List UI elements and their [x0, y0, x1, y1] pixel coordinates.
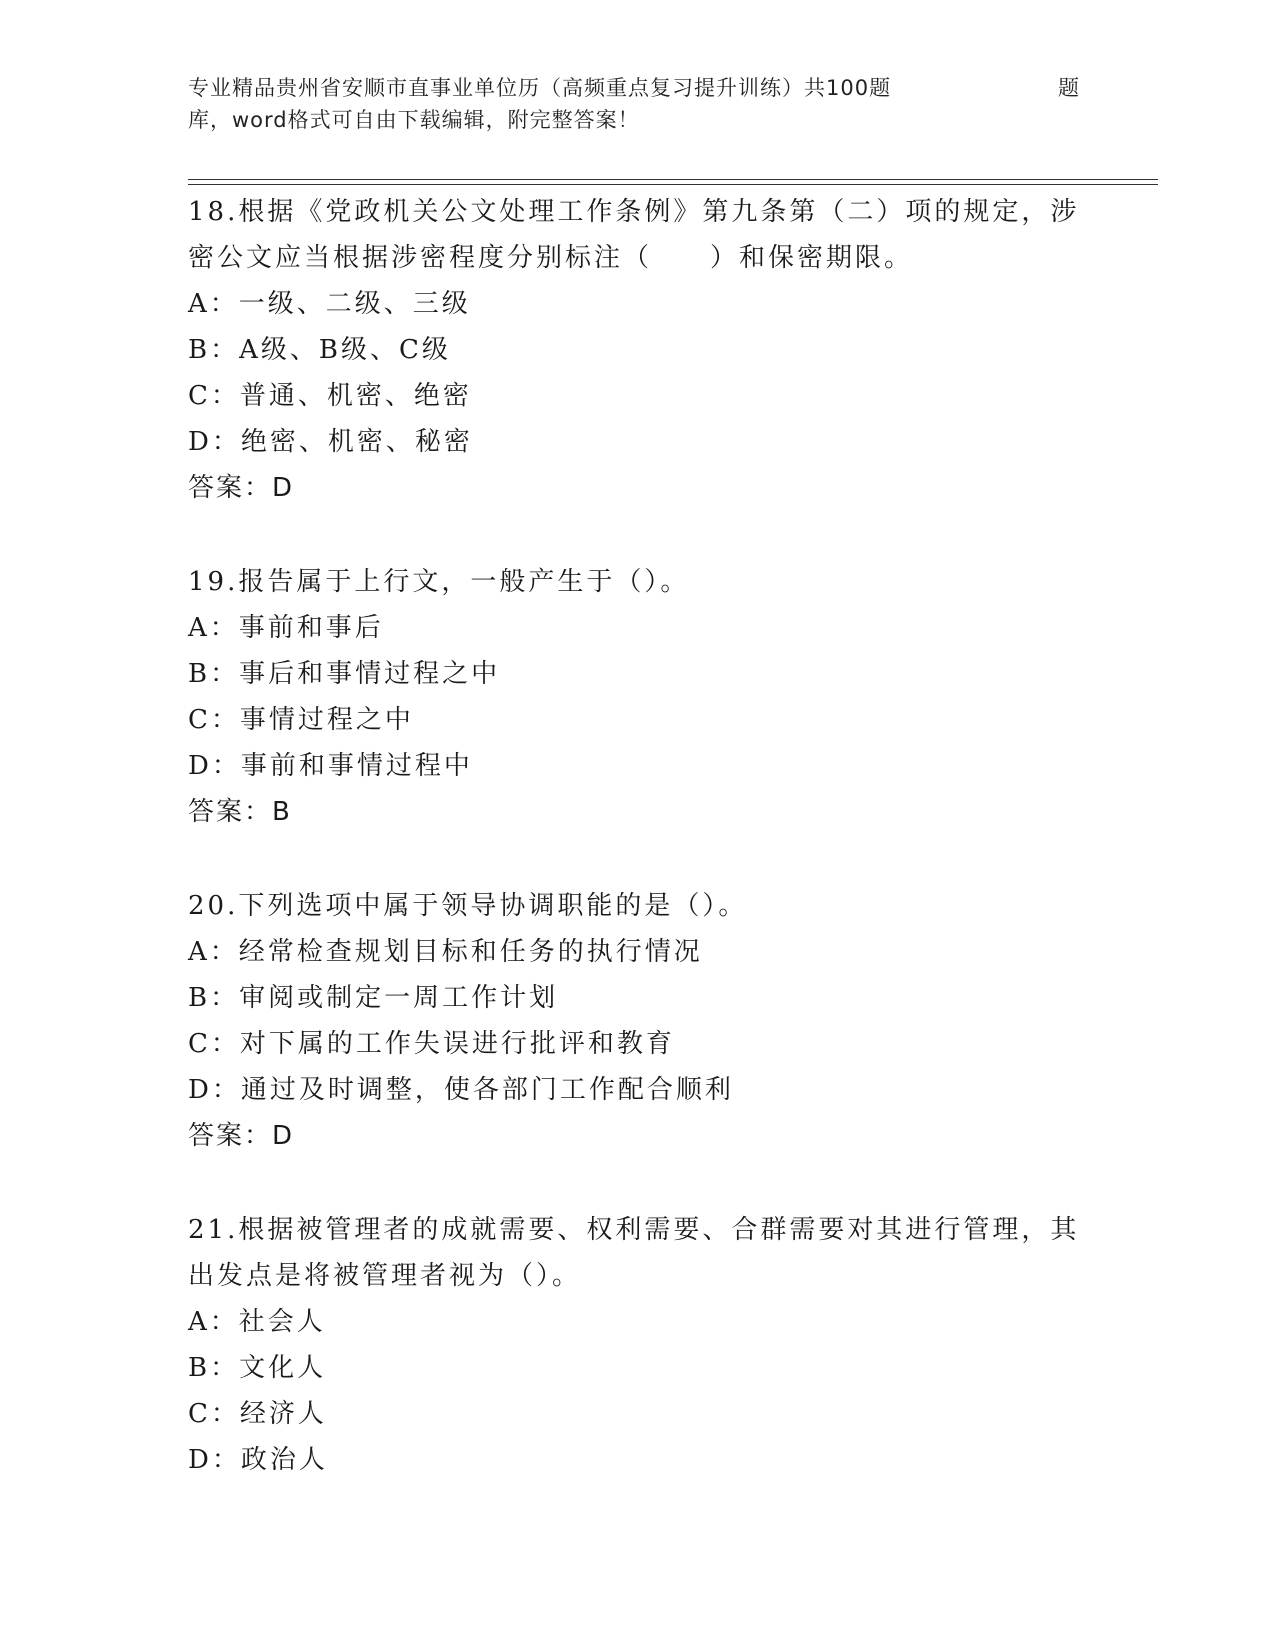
question-option: D：绝密、机密、秘密 [188, 427, 473, 457]
answer-label: 答案： [188, 1121, 273, 1151]
question-option: D：政治人 [188, 1445, 328, 1475]
header-title-tail: 题 [1058, 76, 1080, 100]
answer-value: D [272, 1121, 293, 1151]
question-option: B：A级、B级、C级 [188, 335, 451, 365]
question-option: C：事情过程之中 [188, 705, 414, 735]
question-stem-line: 出发点是将被管理者视为（）。 [188, 1261, 582, 1291]
question-option: C：普通、机密、绝密 [188, 381, 472, 411]
question-stem-line: 20.下列选项中属于领导协调职能的是（）。 [188, 891, 748, 921]
question-block [188, 1207, 1088, 1483]
question-stem-line: 18.根据《党政机关公文处理工作条例》第九条第（二）项的规定，涉 [188, 197, 1080, 227]
question-option: C：经济人 [188, 1399, 327, 1429]
header-line-2: 库，word格式可自由下载编辑，附完整答案！ [188, 108, 640, 132]
answer-value: D [272, 473, 293, 503]
question-stem-line: 21.根据被管理者的成就需要、权利需要、合群需要对其进行管理，其 [188, 1215, 1080, 1245]
question-block [188, 883, 1088, 1159]
question-block [188, 189, 1088, 511]
answer-line [188, 465, 1088, 511]
answer-line [188, 789, 1088, 835]
answer-line [188, 1113, 1088, 1159]
question-list [188, 189, 1088, 1531]
question-option: D：通过及时调整，使各部门工作配合顺利 [188, 1075, 734, 1105]
question-option: A：事前和事后 [188, 613, 384, 643]
question-option: B：审阅或制定一周工作计划 [188, 983, 559, 1013]
header-divider-top [188, 179, 1158, 180]
question-option: C：对下属的工作失误进行批评和教育 [188, 1029, 675, 1059]
header-divider-bottom [188, 184, 1158, 185]
question-option: B：文化人 [188, 1353, 327, 1383]
header-line-1 [188, 72, 1088, 104]
header-title-text: 专业精品贵州省安顺市直事业单位历（高频重点复习提升训练）共100题 [188, 76, 892, 100]
question-stem-line: 密公文应当根据涉密程度分别标注（ ）和保密期限。 [188, 243, 914, 273]
question-option: A：经常检查规划目标和任务的执行情况 [188, 937, 703, 967]
question-option: A：一级、二级、三级 [188, 289, 471, 319]
answer-label: 答案： [188, 473, 273, 503]
question-stem-line: 19.报告属于上行文，一般产生于（）。 [188, 567, 690, 597]
question-option: B：事后和事情过程之中 [188, 659, 501, 689]
question-option: D：事前和事情过程中 [188, 751, 473, 781]
answer-value: B [272, 797, 290, 827]
question-option: A：社会人 [188, 1307, 326, 1337]
answer-label: 答案： [188, 797, 273, 827]
document-header [188, 72, 1088, 136]
question-block [188, 559, 1088, 835]
